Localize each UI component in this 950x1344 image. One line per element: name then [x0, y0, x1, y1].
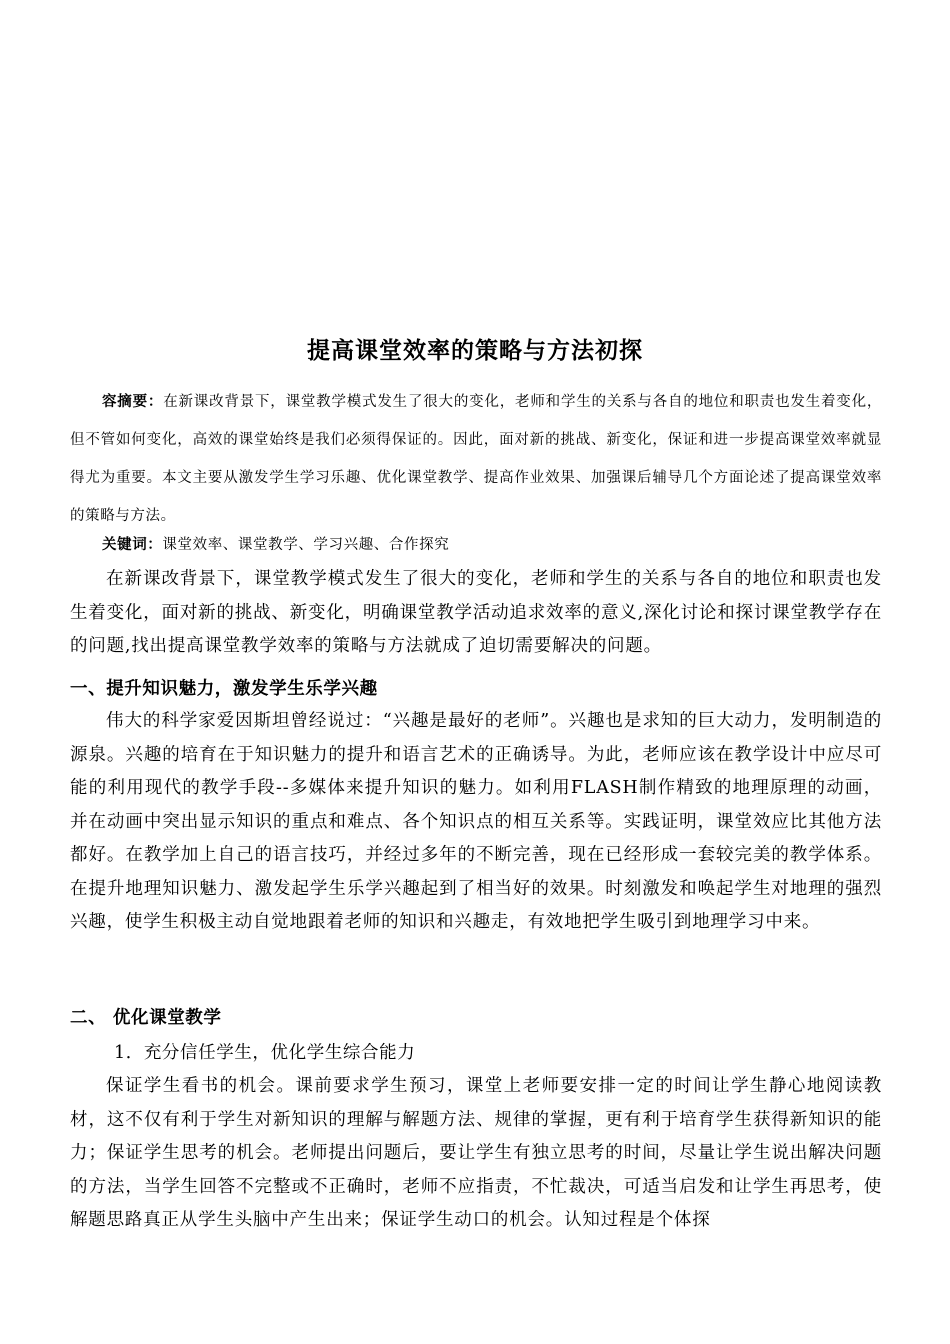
keywords-label: 关键词： [102, 536, 163, 553]
section2-subheading: 1．充分信任学生，优化学生综合能力 [114, 1043, 416, 1063]
section1-paragraph: 伟大的科学家爱因斯坦曾经说过：“兴趣是最好的老师”。兴趣也是求知的巨大动力，发明制造的源泉。兴趣的培育在于知识魅力的提升和语言艺术的正确诱导。为此，老师应该在教学设计中应尽可能的利用现代的教学手段--多媒体来提升知识的魅力。如利用FLASH制作精致的地理原理的动画，并在动画中突出显示知识的重点和难点、各个知识点的相互关系等。实践证明，课堂效应比其他方法都好。在教学加上自己的语言技巧，并经过多年的不断完善，现在已经形成一套较完美的教学体系。在提升地理知识魅力、激发起学生乐学兴趣起到了相当好的效果。时刻激发和唤起学生对地理的强烈兴趣，使学生积极主动自觉地跟着老师的知识和兴趣走，有效地把学生吸引到地理学习中来。 [70, 711, 882, 932]
abstract-label: 容摘要： [102, 393, 164, 410]
abstract-text: 在新课改背景下，课堂教学模式发生了很大的变化，老师和学生的关系与各自的地位和职责也发生着变化，但不管如何变化，高效的课堂始终是我们必须得保证的。因此，面对新的挑战、新变化，保证和进一步提高课堂效率就显得尤为重要。本文主要从激发学生学习乐趣、优化课堂教学、提高作业效果、加强课后辅导几个方面论述了提高课堂效率的策略与方法。 [70, 394, 882, 524]
section1-heading: 一、提升知识魅力，激发学生乐学兴趣 [70, 679, 378, 699]
document-title: 提高课堂效率的策略与方法初探 [307, 337, 643, 364]
section2-paragraph: 保证学生看书的机会。课前要求学生预习，课堂上老师要安排一定的时间让学生静心地阅读教材，这不仅有利于学生对新知识的理解与解题方法、规律的掌握，更有利于培育学生获得新知识的能力；保证学生思考的机会。老师提出问题后，要让学生有独立思考的时间，尽量让学生说出解决问题的方法，当学生回答不完整或不正确时，老师不应指责，不忙裁决，可适当启发和让学生再思考，使解题思路真正从学生头脑中产生出来；保证学生动口的机会。认知过程是个体探 [70, 1076, 882, 1230]
intro-paragraph: 在新课改背景下，课堂教学模式发生了很大的变化，老师和学生的关系与各自的地位和职责也发生着变化，面对新的挑战、新变化，明确课堂教学活动追求效率的意义,深化讨论和探讨课堂教学存在的问题,找出提高课堂教学效率的策略与方法就成了迫切需要解决的问题。 [70, 569, 882, 656]
keywords-text: 课堂效率、课堂教学、学习兴趣、合作探究 [162, 537, 450, 553]
section2-heading: 二、 优化课堂教学 [70, 1008, 222, 1028]
abstract-paragraph [70, 383, 882, 535]
keywords-line [70, 530, 882, 560]
